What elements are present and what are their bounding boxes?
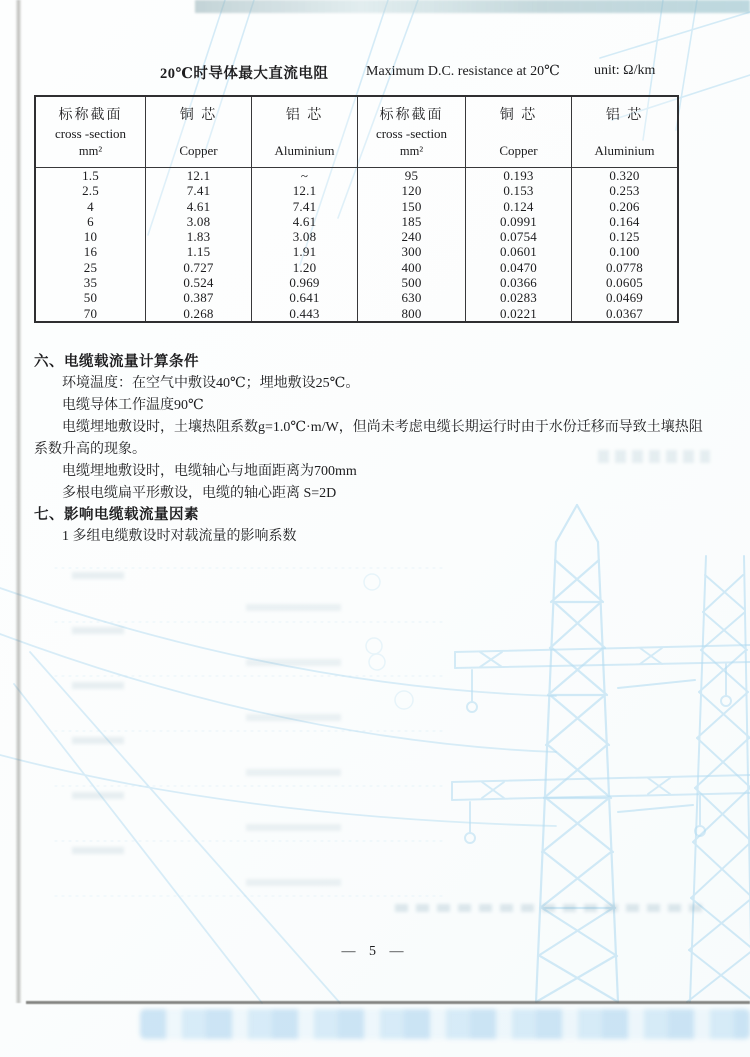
table-row [36, 168, 677, 183]
table-title-chinese: 20℃时导体最大直流电阻 [160, 66, 329, 82]
resistance-table [34, 95, 679, 323]
table-cell: 0.0469 [606, 290, 643, 306]
table-cell: 0.193 [466, 168, 572, 183]
section-6-line: 电缆导体工作温度90℃ [62, 398, 204, 413]
table-cell: 2.5 [36, 183, 146, 198]
header-cell-cross-section: 标称截面 cross -section mm² [358, 97, 466, 167]
header-cell-cross-section: 标称截面 cross -section mm² [36, 97, 146, 167]
section-6-line: 环境温度：在空气中敷设40℃；埋地敷设25℃。 [62, 376, 360, 391]
table-cell: 12.1 [146, 168, 252, 183]
table-cell: 0.0470 [466, 260, 572, 275]
page-number: — 5 — [341, 944, 409, 959]
table-cell: 1.91 [252, 244, 358, 259]
table-row [36, 199, 677, 214]
table-cell: 12.1 [252, 183, 358, 198]
section-6-line: 多根电缆扁平形敷设，电缆的轴心距离 S=2D [62, 486, 337, 501]
table-header-row [36, 97, 677, 168]
section-calculation-conditions [34, 351, 712, 505]
table-cell: 7.41 [146, 183, 252, 198]
table-cell: 0.153 [466, 183, 572, 198]
table-cell: 0.387 [146, 290, 252, 305]
table-cell: 0.524 [146, 275, 252, 290]
header-cell-copper: 铜 芯 Copper [466, 97, 572, 167]
table-cell: 70 [36, 306, 146, 321]
table-cell: 95 [358, 168, 466, 183]
table-cell: 300 [358, 244, 466, 259]
header-cell-aluminium: 铝 芯 Aluminium [594, 108, 655, 158]
header-cell-aluminium: 铝 芯 Aluminium [252, 97, 358, 167]
table-cell: 0.320 [609, 168, 640, 183]
table-cell: 0.253 [609, 183, 640, 199]
table-cell: 185 [358, 214, 466, 229]
table-row [36, 260, 677, 275]
table-cell: 0.0778 [606, 259, 643, 275]
section-7-heading: 七、影响电缆载流量因素 [34, 507, 199, 523]
table-cell: 630 [358, 290, 466, 305]
table-cell: 0.0991 [466, 214, 572, 229]
table-cell: 500 [358, 275, 466, 290]
table-cell: 4 [36, 199, 146, 214]
table-cell: 0.0283 [466, 290, 572, 305]
section-6-heading: 六、电缆载流量计算条件 [34, 354, 199, 370]
table-cell: ~ [252, 168, 358, 183]
table-row [36, 275, 677, 290]
table-cell: 0.641 [252, 290, 358, 305]
table-cell: 0.0754 [466, 229, 572, 244]
table-cell: 0.0366 [466, 275, 572, 290]
table-cell: 400 [358, 260, 466, 275]
table-cell: 0.206 [609, 198, 640, 214]
section-influence-factors [34, 504, 712, 548]
table-cell: 0.0601 [466, 244, 572, 259]
table-cell: 0.0221 [466, 306, 572, 321]
table-cell: 120 [358, 183, 466, 198]
table-row [36, 229, 677, 244]
table-row [36, 290, 677, 305]
section-6-line: 电缆埋地敷设时，土壤热阻系数g=1.0℃·m/W，但尚未考虑电缆长期运行时由于水份迁移而导致土壤热阻系数升高的现象。 [34, 420, 703, 457]
table-cell: 1.83 [146, 229, 252, 244]
section-6-line: 电缆埋地敷设时，电缆轴心与地面距离为700mm [62, 464, 357, 479]
table-cell: 35 [36, 275, 146, 290]
table-cell: 25 [36, 260, 146, 275]
table-cell: 6 [36, 214, 146, 229]
table-row [36, 183, 677, 198]
unit-label: unit: Ω/km [594, 63, 656, 78]
table-row [36, 214, 677, 229]
header-cell-copper: 铜 芯 Copper [146, 97, 252, 167]
table-cell: 3.08 [252, 229, 358, 244]
table-title-english: Maximum D.C. resistance at 20℃ [366, 64, 560, 79]
table-cell: 1.15 [146, 244, 252, 259]
table-cell: 0.100 [609, 244, 640, 260]
table-row [36, 306, 677, 321]
table-cell: 0.0367 [606, 305, 643, 321]
table-cell: 0.969 [252, 275, 358, 290]
table-cell: 4.61 [146, 199, 252, 214]
table-cell: 1.5 [36, 168, 146, 183]
section-7-line: 1 多组电缆敷设时对载流量的影响系数 [62, 529, 297, 544]
table-body [36, 168, 677, 321]
table-cell: 0.124 [466, 199, 572, 214]
table-cell: 0.125 [609, 229, 640, 245]
table-cell: 50 [36, 290, 146, 305]
table-row [36, 244, 677, 259]
table-cell: 10 [36, 229, 146, 244]
table-cell: 7.41 [252, 199, 358, 214]
table-cell: 0.164 [609, 213, 640, 229]
table-cell: 240 [358, 229, 466, 244]
table-cell: 3.08 [146, 214, 252, 229]
table-cell: 150 [358, 199, 466, 214]
table-cell: 0.0605 [606, 275, 643, 291]
table-cell: 800 [358, 306, 466, 321]
table-cell: 0.268 [146, 306, 252, 321]
table-cell: 4.61 [252, 214, 358, 229]
table-cell: 0.443 [252, 306, 358, 321]
table-cell: 1.20 [252, 260, 358, 275]
table-cell: 0.727 [146, 260, 252, 275]
table-cell: 16 [36, 244, 146, 259]
